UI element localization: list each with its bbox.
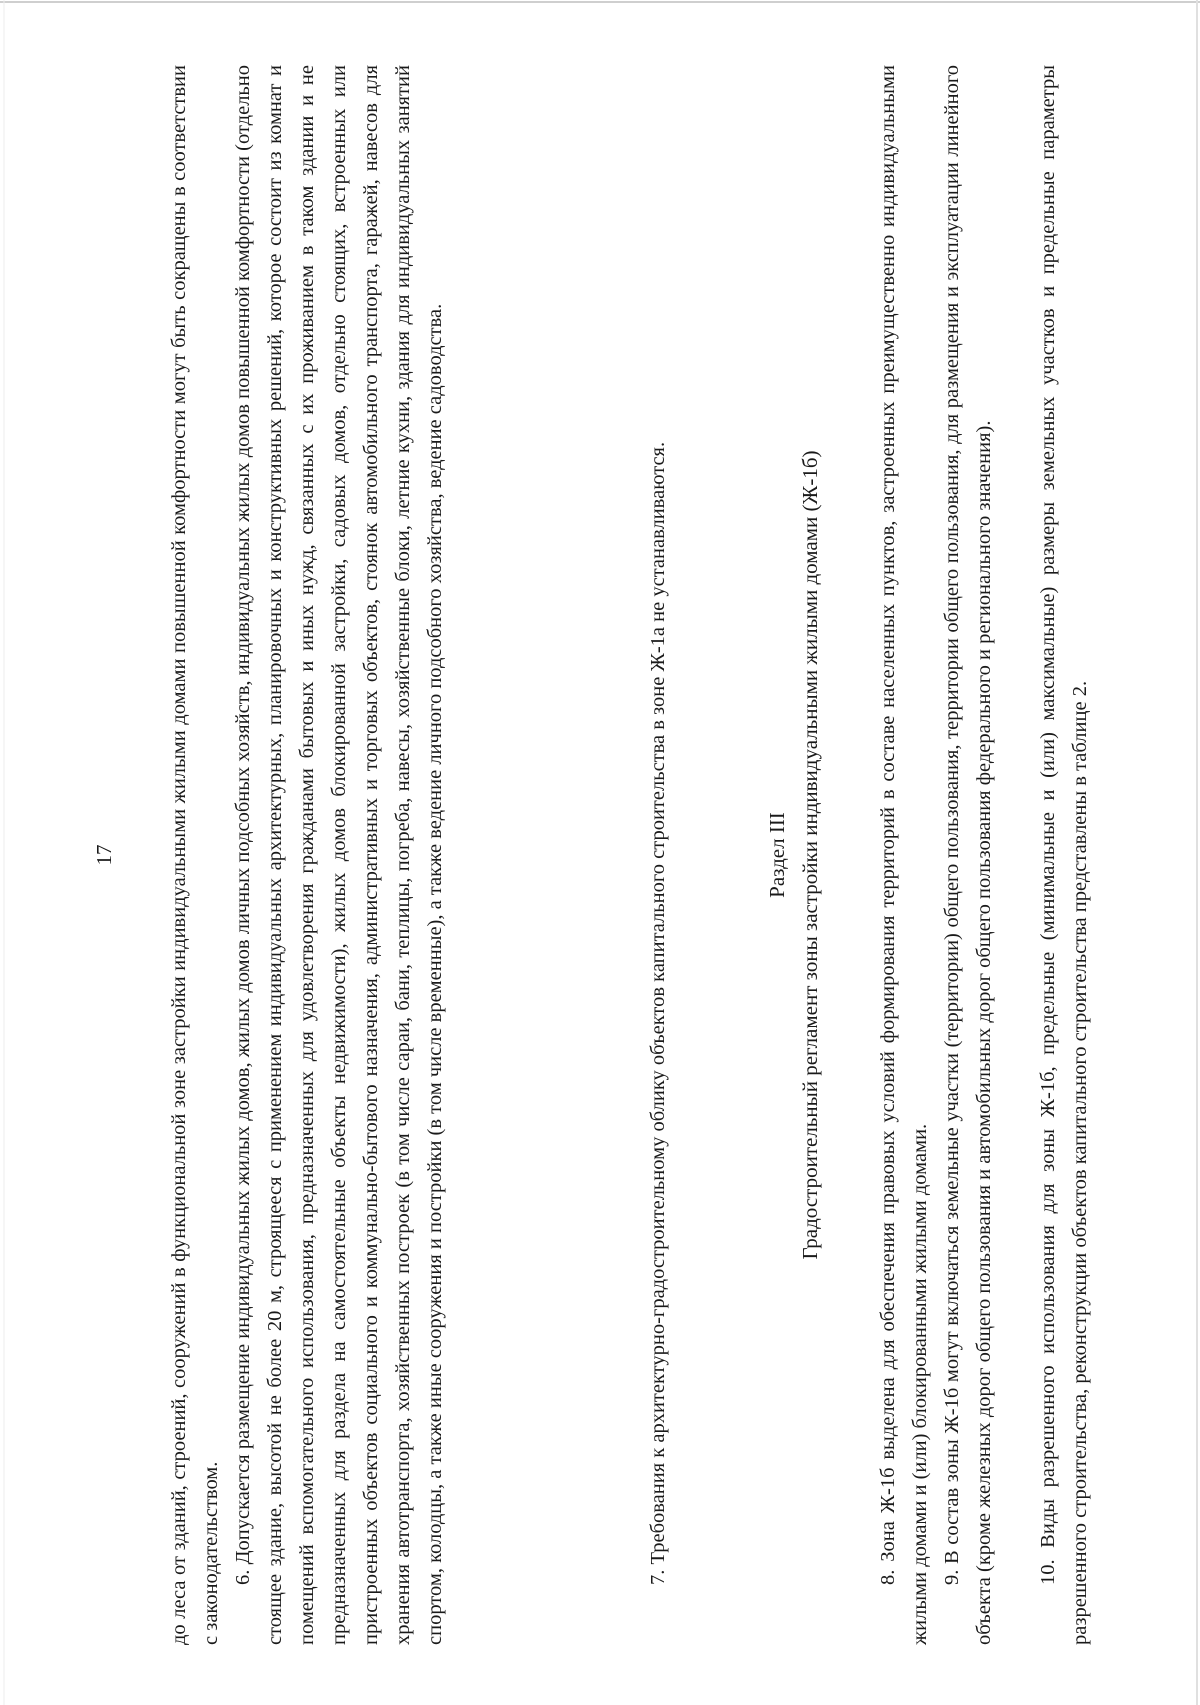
section-title: Градостроительный регламент зоны застройки индивидуальными жилыми домами (Ж-1б) (798, 450, 822, 1260)
paragraph-continuation: до леса от зданий, строений, сооружений в функциональной зоне застройки индивидуальными жилыми домами повышенной комфортности могут быть сокращены в соответствии с законодательством. (168, 65, 222, 1645)
paragraph-10: 10. Виды разрешенного использования для зоны Ж-1б, предельные (минимальные и (или) максимальные) размеры земельных участков и предельные параметры разрешенного строительства, реконструкции объектов капитального строительства представлены в таблице 2. (1037, 65, 1091, 1645)
paragraph-8: 8. Зона Ж-1б выделена для обеспечения правовых условий формирования территорий в составе населенных пунктов, застроенных преимущественно индивидуальными жилыми домами и (или) блокированными жилыми домами. (877, 65, 931, 1645)
document-page (92, 65, 1170, 1645)
section-number: Раздел III (765, 812, 789, 898)
paragraph-9: 9. В состав зоны Ж-1б могут включаться земельные участки (территории) общего пользования, территории общего пользования, для размещения и эксплуатации линейного объекта (кроме железных дорог общего пользования и автомобильных дорог общего пользования федерального и регионального значения). (941, 65, 995, 1645)
paragraph-7: 7. Требования к архитектурно-градостроительному облику объектов капитального строительства в зоне Ж-1а не устанавливаются. (647, 441, 669, 1585)
paragraph-6: 6. Допускается размещение индивидуальных жилых домов, жилых домов личных подсобных хозяйств, индивидуальных жилых домов повышенной комфортности (отдельно стоящее здание, высотой не более 20 м, строящееся с применением индивидуальных архитектурных, планировочных и конструктивных решений, которое состоит из комнат и помещений вспомогательного использования, предназначенных для удовлетворения гражданами бытовых и иных нужд, связанных с их проживанием в таком здании и не предназначенных для раздела на самостоятельные объекты недвижимости), жилых домов блокированной застройки, садовых домов, отдельно стоящих, встроенных или пристроенных объектов социального и коммунально-бытового назначения, административных и торговых объектов, стоянок автомобильного транспорта, гаражей, навесов для хранения автотранспорта, хозяйственных построек (в том числе сараи, бани, теплицы, погреба, навесы, хозяйственные блоки, летние кухни, здания для индивидуальных занятий спортом, колодцы, а также иные сооружения и постройки (в том числе временные), а также ведение личного подсобного хозяйства, ведение садоводства. (232, 65, 446, 1645)
page-number: 17 (92, 844, 116, 866)
